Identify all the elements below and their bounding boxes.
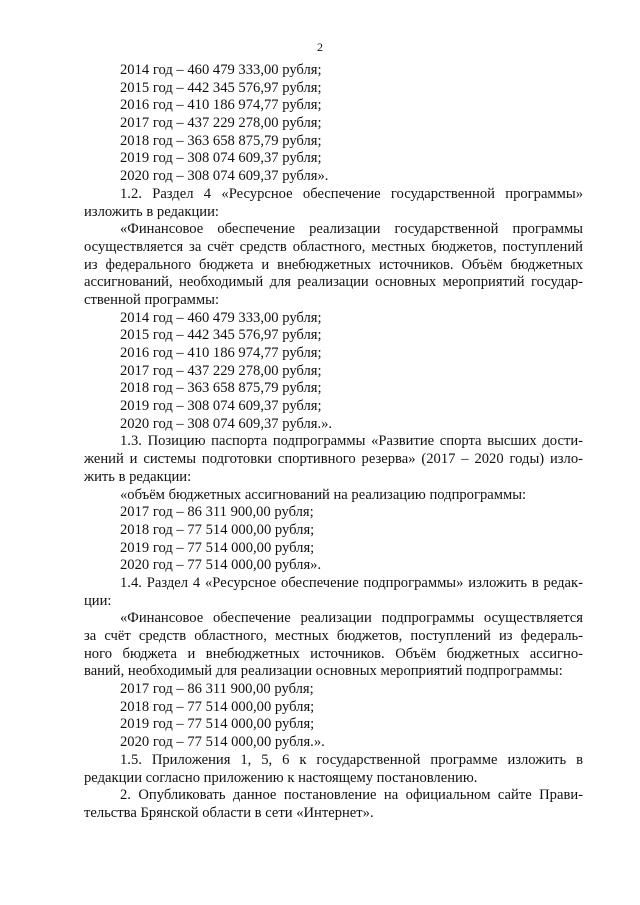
- paragraph-line: ассигнований, необходимый для реализации основных мероприятий государ-: [84, 274, 583, 291]
- paragraph-line: ваний, необходимый для реализации основных мероприятий подпрограммы:: [84, 663, 563, 680]
- funding-line: 2019 год – 308 074 609,37 рубля;: [120, 150, 322, 167]
- paragraph-line: из федерального бюджета и внебюджетных источников. Объём бюджетных: [84, 256, 583, 273]
- funding-line: 2019 год – 77 514 000,00 рубля;: [120, 716, 315, 733]
- funding-list-programme-passport: [84, 62, 583, 186]
- item-1-5: [84, 752, 583, 787]
- item-2: [84, 787, 583, 822]
- funding-line: 2016 год – 410 186 974,77 рубля;: [120, 97, 322, 114]
- item-2-line: тельства Брянской области в сети «Интернет».: [84, 804, 374, 821]
- item-1-3-line: жений и системы подготовки спортивного резерва» (2017 – 2020 годы) изло-: [84, 451, 583, 468]
- subprogramme-allocation-intro: «объём бюджетных ассигнований на реализацию подпрограммы:: [120, 486, 527, 503]
- paragraph-line: «Финансовое обеспечение реализации подпрограммы осуществляется: [120, 610, 583, 627]
- funding-line: 2018 год – 77 514 000,00 рубля;: [120, 698, 315, 715]
- funding-line: 2014 год – 460 479 333,00 рубля;: [120, 62, 322, 78]
- item-1-3-line: жить в редакции:: [84, 468, 192, 485]
- funding-line: 2020 год – 308 074 609,37 рубля».: [120, 168, 329, 185]
- funding-line: 2015 год – 442 345 576,97 рубля;: [120, 79, 322, 96]
- item-1-2: [84, 186, 583, 221]
- funding-line: 2017 год – 437 229 278,00 рубля;: [120, 362, 322, 379]
- funding-line: 2014 год – 460 479 333,00 рубля;: [120, 309, 322, 326]
- item-1-4: [84, 575, 583, 610]
- funding-line: 2019 год – 308 074 609,37 рубля;: [120, 398, 322, 415]
- funding-line: 2018 год – 363 658 875,79 рубля;: [120, 132, 322, 149]
- item-1-5-line: редакции согласно приложению к настоящему постановлению.: [84, 769, 478, 786]
- funding-line: 2015 год – 442 345 576,97 рубля;: [120, 327, 322, 344]
- paragraph-line: ного бюджета и внебюджетных источников. Объём бюджетных ассигно-: [84, 645, 583, 662]
- page-number: 2: [317, 40, 323, 54]
- item-1-5-line: 1.5. Приложения 1, 5, 6 к государственной программе изложить в: [120, 751, 583, 768]
- item-1-4-line: ции:: [84, 592, 112, 609]
- funding-list-subprogramme-section: [84, 681, 583, 752]
- funding-list-programme-section: [84, 310, 583, 434]
- item-1-3: [84, 433, 583, 486]
- paragraph-line: за счёт средств областного, местных бюджетов, поступлений из федераль-: [84, 628, 583, 644]
- funding-line: 2017 год – 86 311 900,00 рубля;: [120, 504, 314, 521]
- paragraph-line: «Финансовое обеспечение реализации государственной программы: [120, 221, 583, 238]
- funding-line: 2018 год – 77 514 000,00 рубля;: [120, 521, 315, 538]
- funding-line: 2017 год – 437 229 278,00 рубля;: [120, 115, 322, 132]
- item-1-3-line: 1.3. Позицию паспорта подпрограммы «Развитие спорта высших дости-: [120, 433, 583, 450]
- paragraph-line: ственной программы:: [84, 291, 220, 308]
- funding-line: 2020 год – 308 074 609,37 рубля.».: [120, 415, 333, 432]
- quoted-paragraph-programme: [84, 221, 583, 309]
- funding-line: 2020 год – 77 514 000,00 рубля.».: [120, 734, 325, 751]
- funding-line: 2019 год – 77 514 000,00 рубля;: [120, 539, 315, 556]
- funding-line: 2020 год – 77 514 000,00 рубля».: [120, 557, 322, 574]
- quoted-paragraph-subprogramme: [84, 610, 583, 681]
- item-1-2-line: изложить в редакции:: [84, 203, 219, 220]
- item-1-4-line: 1.4. Раздел 4 «Ресурсное обеспечение подпрограммы» изложить в редак-: [120, 574, 583, 591]
- item-1-2-line: 1.2. Раздел 4 «Ресурсное обеспечение государственной программы»: [120, 185, 583, 202]
- funding-list-subprogramme-passport: [84, 504, 583, 575]
- funding-line: 2016 год – 410 186 974,77 рубля;: [120, 345, 322, 361]
- document-body: [84, 62, 583, 823]
- funding-line: 2017 год – 86 311 900,00 рубля;: [120, 681, 314, 698]
- item-2-line: 2. Опубликовать данное постановление на официальном сайте Прави-: [120, 787, 583, 804]
- paragraph-line: осуществляется за счёт средств областного, местных бюджетов, поступлений: [84, 238, 583, 255]
- funding-line: 2018 год – 363 658 875,79 рубля;: [120, 380, 322, 397]
